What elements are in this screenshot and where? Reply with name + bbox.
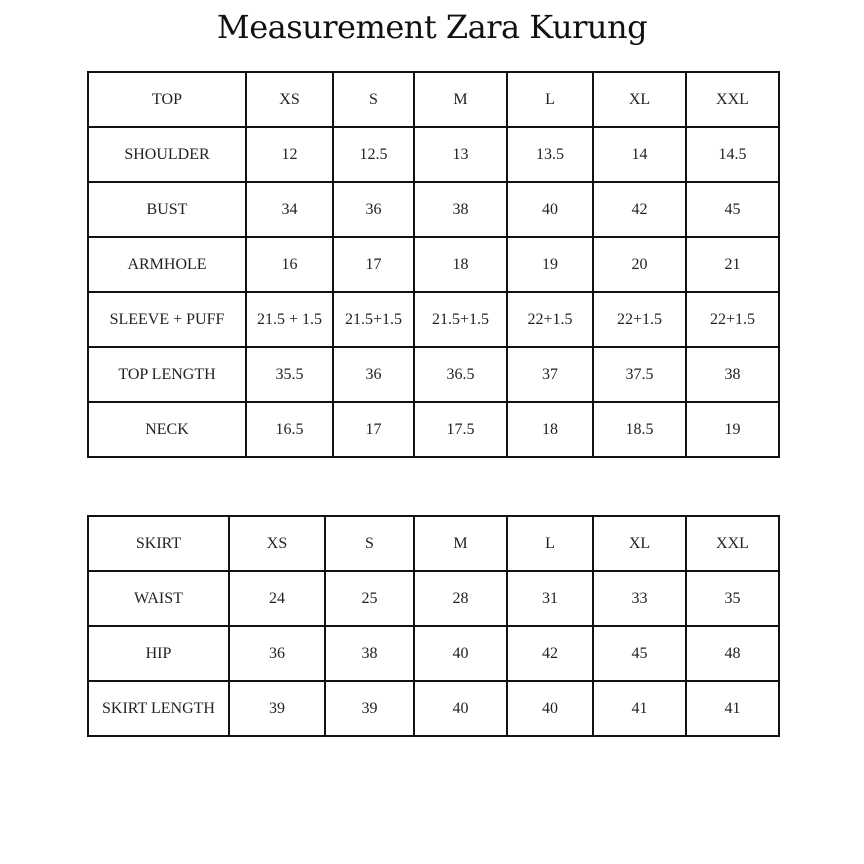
table-cell: 45 [593, 626, 686, 681]
column-header: M [414, 72, 507, 127]
table-cell: 21 [686, 237, 779, 292]
table-cell: 34 [246, 182, 333, 237]
table-row [88, 237, 779, 292]
table-cell: 40 [414, 681, 507, 736]
table-cell: 18 [414, 237, 507, 292]
table-cell: 39 [325, 681, 414, 736]
table-cell: 40 [507, 681, 593, 736]
table-cell: 22+1.5 [686, 292, 779, 347]
table-cell: 41 [686, 681, 779, 736]
column-header: L [507, 516, 593, 571]
table-cell: 28 [414, 571, 507, 626]
table-cell: 22+1.5 [593, 292, 686, 347]
row-label: ARMHOLE [88, 237, 246, 292]
table-cell: 36 [333, 182, 414, 237]
page-title: Measurement Zara Kurung [216, 8, 648, 46]
table-cell: 24 [229, 571, 325, 626]
column-header: XS [246, 72, 333, 127]
table-cell: 45 [686, 182, 779, 237]
table-cell: 16.5 [246, 402, 333, 457]
table-cell: 12.5 [333, 127, 414, 182]
table-cell: 42 [593, 182, 686, 237]
table-cell: 21.5+1.5 [414, 292, 507, 347]
column-header: L [507, 72, 593, 127]
table-cell: 38 [686, 347, 779, 402]
column-header: XS [229, 516, 325, 571]
table-cell: 17 [333, 402, 414, 457]
table-cell: 48 [686, 626, 779, 681]
table-cell: 37.5 [593, 347, 686, 402]
table-cell: 41 [593, 681, 686, 736]
table-cell: 35.5 [246, 347, 333, 402]
table-cell: 18 [507, 402, 593, 457]
table-cell: 25 [325, 571, 414, 626]
table-cell: 21.5+1.5 [333, 292, 414, 347]
table-cell: 13 [414, 127, 507, 182]
table-cell: 19 [507, 237, 593, 292]
row-label: BUST [88, 182, 246, 237]
column-header: XXL [686, 72, 779, 127]
table-cell: 38 [414, 182, 507, 237]
column-header: XL [593, 72, 686, 127]
table-cell: 13.5 [507, 127, 593, 182]
table-cell: 20 [593, 237, 686, 292]
column-header: S [333, 72, 414, 127]
column-header: SKIRT [88, 516, 229, 571]
column-header: XL [593, 516, 686, 571]
row-label: SLEEVE + PUFF [88, 292, 246, 347]
column-header: TOP [88, 72, 246, 127]
table-cell: 40 [414, 626, 507, 681]
row-label: SHOULDER [88, 127, 246, 182]
row-label: TOP LENGTH [88, 347, 246, 402]
table-header-row [88, 516, 779, 571]
table-cell: 12 [246, 127, 333, 182]
row-label: NECK [88, 402, 246, 457]
table-row [88, 626, 779, 681]
top-measurement-table [87, 71, 780, 458]
table-row [88, 402, 779, 457]
table-row [88, 182, 779, 237]
table-cell: 17 [333, 237, 414, 292]
table-row [88, 127, 779, 182]
skirt-measurement-table [87, 515, 780, 737]
table-cell: 22+1.5 [507, 292, 593, 347]
row-label: SKIRT LENGTH [88, 681, 229, 736]
table-cell: 40 [507, 182, 593, 237]
table-cell: 39 [229, 681, 325, 736]
table-cell: 35 [686, 571, 779, 626]
table-cell: 18.5 [593, 402, 686, 457]
table-cell: 36.5 [414, 347, 507, 402]
table-row [88, 571, 779, 626]
table-cell: 38 [325, 626, 414, 681]
table-cell: 37 [507, 347, 593, 402]
table-row [88, 292, 779, 347]
table-cell: 16 [246, 237, 333, 292]
table-row [88, 347, 779, 402]
table-cell: 31 [507, 571, 593, 626]
column-header: S [325, 516, 414, 571]
table-cell: 14 [593, 127, 686, 182]
row-label: HIP [88, 626, 229, 681]
table-cell: 19 [686, 402, 779, 457]
table-cell: 14.5 [686, 127, 779, 182]
table-cell: 42 [507, 626, 593, 681]
table-header-row [88, 72, 779, 127]
column-header: M [414, 516, 507, 571]
row-label: WAIST [88, 571, 229, 626]
table-cell: 36 [229, 626, 325, 681]
table-cell: 17.5 [414, 402, 507, 457]
table-cell: 33 [593, 571, 686, 626]
table-row [88, 681, 779, 736]
table-cell: 21.5 + 1.5 [246, 292, 333, 347]
column-header: XXL [686, 516, 779, 571]
table-cell: 36 [333, 347, 414, 402]
